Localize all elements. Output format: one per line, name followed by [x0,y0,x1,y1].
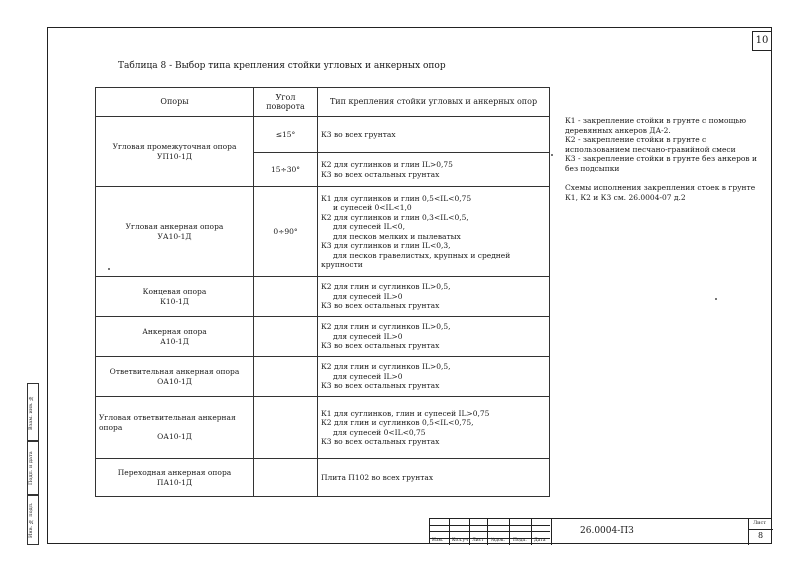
scan-speck [551,154,553,156]
type-cell [318,117,550,153]
support-name: Концевая опора [142,287,207,296]
tb-label-doc: №док. [491,538,505,543]
sheet-number: 8 [758,531,764,540]
angle-cell: ≤15° [254,117,318,153]
legend-line: деревянных анкеров ДА-2. [565,125,671,135]
table-row [96,317,550,357]
type-line: К2 для глин и суглинков IL>0,5, [321,322,451,332]
support-code: УП10-1Д [157,151,192,161]
type-line: К3 во всех остальных грунтах [321,341,440,351]
angle-cell [254,277,318,317]
type-line: для супесей IL>0 [333,371,403,381]
tb-label-qty: Кол.уч [452,538,469,543]
sheet-box [748,519,772,545]
header-angle: Угол поворота [254,88,318,117]
stamp-inv-number: Инв. № подл. [27,495,39,545]
type-line: К3 во всех остальных грунтах [321,301,440,311]
schemes-line: Схемы исполнения закрепления стоек в грунте [565,183,756,192]
tb-label-sheet: Лист [472,538,484,543]
type-line: К3 во всех остальных грунтах [321,437,440,446]
table-row [96,397,550,459]
type-line: К2 для глин и суглинков IL>0,5, [321,282,451,292]
support-cell [96,277,254,317]
type-cell [318,187,550,277]
stamp-replace-inv: Взам. инв. № [27,383,39,441]
type-line: К1 для суглинков, глин и супесей IL>0,75 [321,408,490,418]
tb-row [430,525,550,526]
table-row [96,117,550,153]
type-line: К3 во всех остальных грунтах [321,169,440,179]
header-supports: Опоры [96,88,254,117]
type-line: для песков гравелистых, крупных и средней [333,250,511,260]
type-line: К3 во всех грунтах [321,129,396,139]
header-type: Тип крепления стойки угловых и анкерных опор [318,88,550,117]
support-code: УА10-1Д [157,231,192,241]
support-cell [96,357,254,397]
support-code: ОА10-1Д [157,376,192,386]
sheet-label: Лист [753,520,767,526]
support-cell [96,397,254,459]
table-row [96,277,550,317]
support-code: А10-1Д [160,336,189,346]
table-row [96,187,550,277]
support-code: ОА10-1Д [157,432,192,442]
type-line: К2 для суглинков и глин IL>0,75 [321,160,453,169]
type-line: К3 для суглинков и глин IL<0,3, [321,241,451,250]
table-title: Таблица 8 - Выбор типа крепления стойки угловых и анкерных опор [118,61,446,71]
document-code: 26.0004-ПЗ [580,526,634,536]
type-line: для супесей 0<IL<0,75 [333,427,426,437]
support-name: Угловая промежуточная опора [112,142,237,151]
support-name: Ответвительная анкерная опора [109,367,240,376]
type-cell [318,357,550,397]
title-block [429,518,772,544]
support-cell [96,317,254,357]
legend-line: К2 - закрепление стойки в грунте с [565,135,707,144]
tb-label-date: Дата [534,538,546,543]
type-line: К2 для глин и суглинков IL>0,5, [321,362,451,372]
table-header-row [96,88,550,117]
type-line: крупности [321,260,363,269]
angle-cell [254,317,318,357]
support-cell [96,459,254,497]
tb-row [430,538,550,539]
support-name: Угловая анкерная опора [125,222,224,231]
type-cell [318,459,550,497]
fastening-table [95,87,550,497]
type-cell [318,153,550,187]
scan-speck [715,298,717,300]
type-line: К3 во всех остальных грунтах [321,381,440,391]
angle-cell: 0÷90° [254,187,318,277]
support-name: Переходная анкерная опора [117,468,232,477]
table-row [96,357,550,397]
type-cell [318,317,550,357]
type-line: К2 для глин и суглинков 0,5<IL<0,75, [321,418,474,427]
type-line: для песков мелких и пылеватых [333,231,461,241]
type-line: для супесей IL>0 [333,291,403,301]
type-line: для супесей IL<0, [333,222,405,231]
tb-row [430,531,550,532]
angle-cell [254,357,318,397]
type-line: Плита П102 во всех грунтах [321,472,434,482]
angle-cell: 15÷30° [254,153,318,187]
legend [565,116,765,202]
schemes-line: К1, К2 и К3 см. 26.0004-07 д.2 [565,192,686,202]
legend-line: использованием песчано-гравийной смеси [565,144,736,154]
table-row [96,459,550,497]
legend-line: К1 - закрепление стойки в грунте с помощью [565,116,747,125]
angle-cell [254,397,318,459]
support-name: Анкерная опора [142,327,207,336]
support-cell [96,187,254,277]
tb-label-sign: Подп. [513,538,527,543]
support-code: К10-1Д [160,296,189,306]
type-line: и супесей 0<IL<1,0 [333,203,412,212]
stamp-sign-date: Подп. и дата [27,441,39,495]
type-line: К2 для суглинков и глин 0,3<IL<0,5, [321,212,469,222]
scan-speck [108,268,110,270]
legend-line: без подсыпки [565,163,620,173]
sheet-number-top: 10 [752,31,772,51]
legend-line: К3 - закрепление стойки в грунте без анкеров и [565,154,757,163]
type-line: К1 для суглинков и глин 0,5<IL<0,75 [321,193,472,203]
tb-label-change: Изм. [432,538,444,543]
support-name: Угловая ответвительная анкерная [99,413,236,423]
sheet-divider [749,529,773,530]
type-cell [318,277,550,317]
support-name: опора [99,422,123,432]
type-cell [318,397,550,459]
type-line: для супесей IL>0 [333,331,403,341]
support-code: ПА10-1Д [156,477,193,487]
angle-cell [254,459,318,497]
support-cell [96,117,254,187]
